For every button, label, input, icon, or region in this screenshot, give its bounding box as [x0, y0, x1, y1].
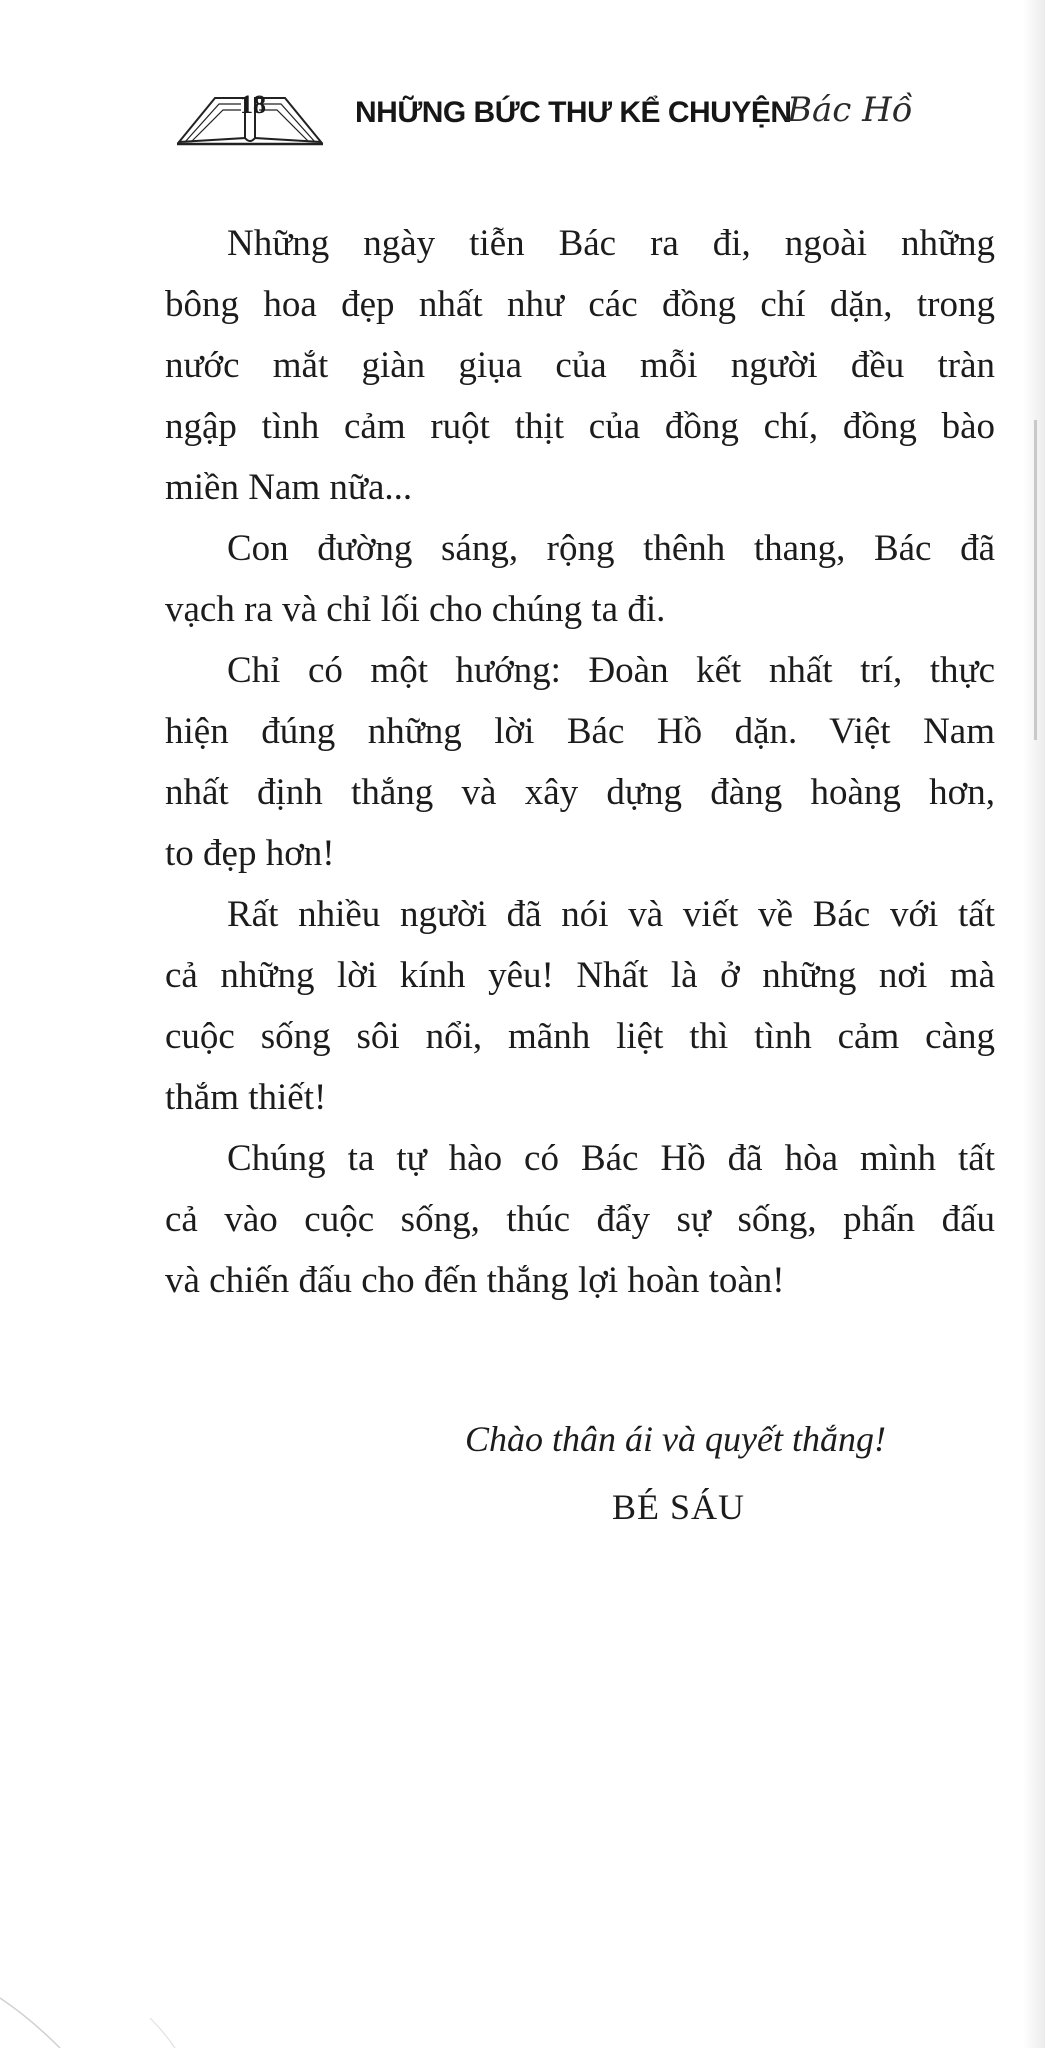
text-line: Con đường sáng, rộng thênh thang, Bác đã	[227, 528, 995, 569]
text-line: nước mắt giàn giụa của mỗi người đều tràn	[165, 345, 995, 386]
text-line: Chỉ có một hướng: Đoàn kết nhất trí, thực	[227, 650, 995, 691]
text-line: cuộc sống sôi nổi, mãnh liệt thì tình cảm càng	[165, 1016, 995, 1057]
text-line: Những ngày tiễn Bác ra đi, ngoài những	[227, 223, 995, 264]
text-line: nhất định thắng và xây dựng đàng hoàng hơn,	[165, 772, 995, 813]
text-line: Rất nhiều người đã nói và viết về Bác với tất	[227, 894, 995, 935]
page-number: 18	[240, 90, 266, 119]
text-line: to đẹp hơn!	[165, 833, 335, 874]
page-header	[175, 88, 995, 148]
text-line: cả những lời kính yêu! Nhất là ở những nơi mà	[165, 955, 995, 996]
page-edge-mark	[1034, 420, 1037, 740]
text-line: và chiến đấu cho đến thắng lợi hoàn toàn!	[165, 1260, 785, 1301]
text-line: bông hoa đẹp nhất như các đồng chí dặn, trong	[165, 284, 995, 325]
text-line: Chúng ta tự hào có Bác Hồ đã hòa mình tất	[227, 1138, 995, 1179]
page-edge-shadow	[1023, 0, 1045, 2048]
text-line: thắm thiết!	[165, 1077, 327, 1118]
text-line: vạch ra và chỉ lối cho chúng ta đi.	[165, 589, 666, 630]
signature: BÉ SÁU	[612, 1487, 746, 1527]
text-line: hiện đúng những lời Bác Hồ dặn. Việt Nam	[165, 711, 995, 752]
text-line: ngập tình cảm ruột thịt của đồng chí, đồng bào	[165, 406, 995, 447]
page-corner-crease	[0, 1928, 200, 2048]
letter-body	[165, 213, 995, 1311]
text-line: cả vào cuộc sống, thúc đẩy sự sống, phấn đấu	[165, 1199, 995, 1240]
text-line: miền Nam nữa...	[165, 467, 413, 508]
closing-salutation: Chào thân ái và quyết thắng!	[465, 1419, 886, 1459]
running-title-script: Bác Hồ	[787, 90, 913, 130]
running-title: NHỮNG BỨC THƯ KỂ CHUYỆN	[355, 96, 792, 129]
